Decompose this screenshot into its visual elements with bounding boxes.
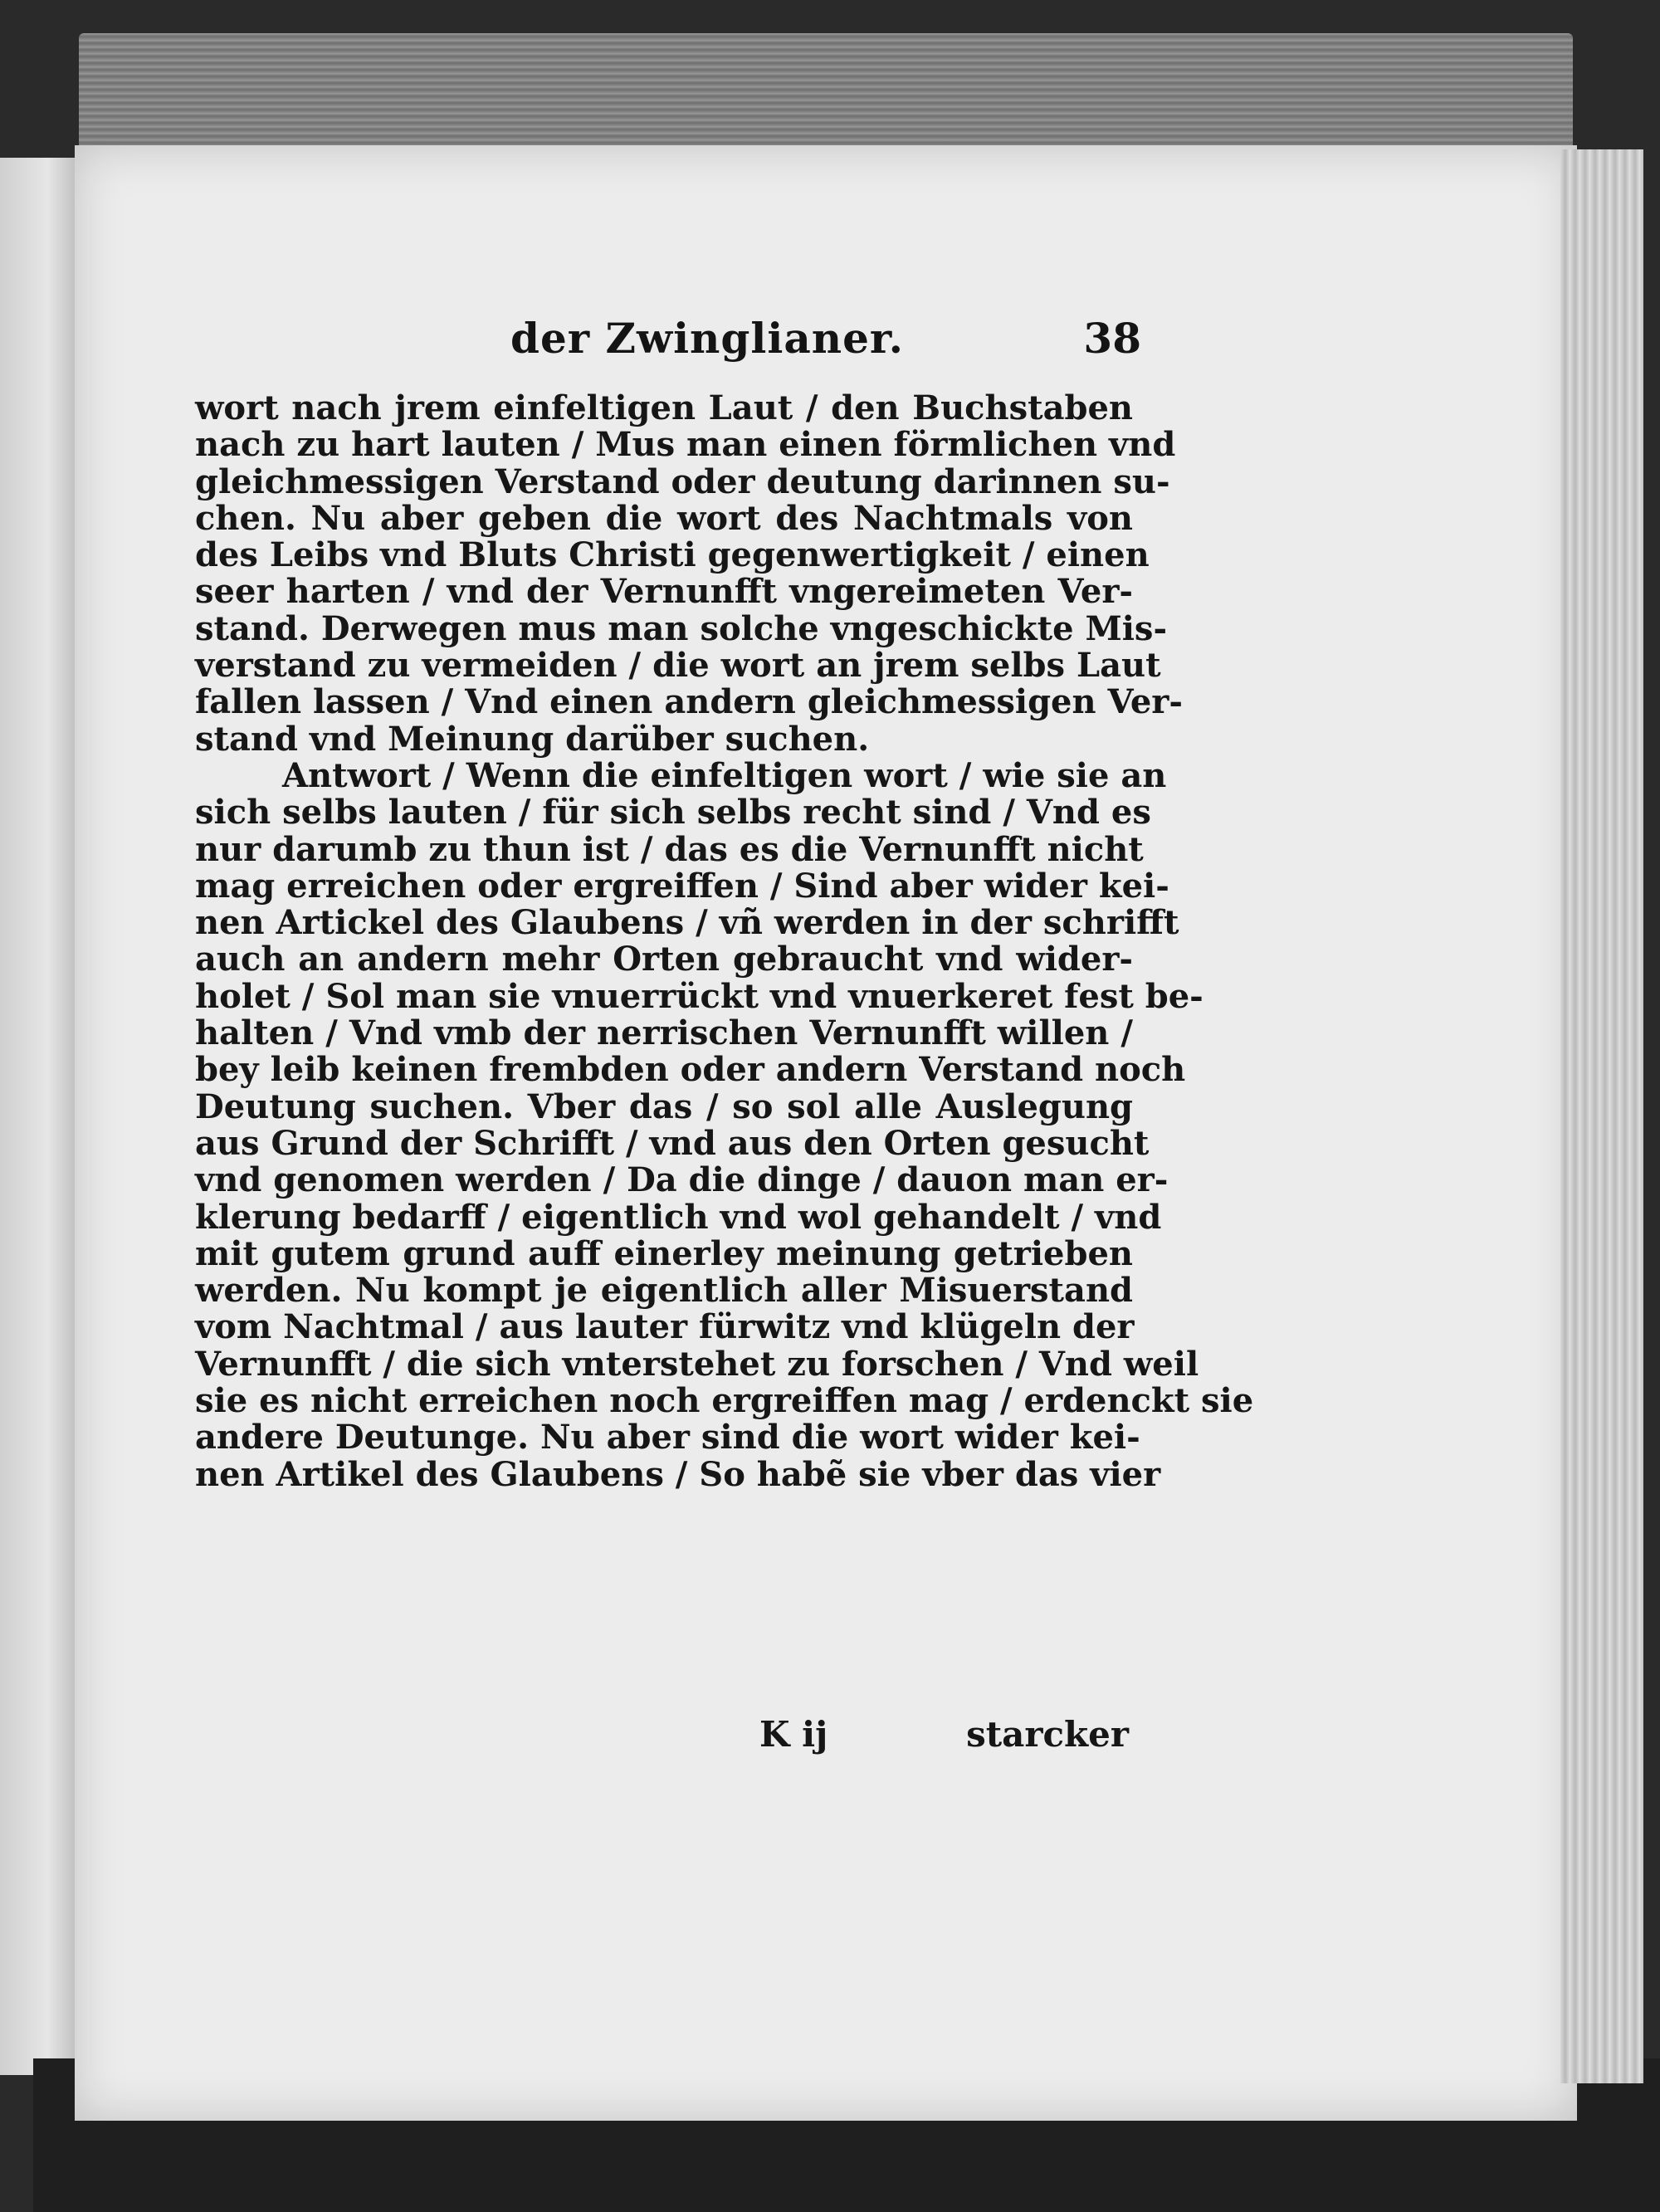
text-line: nen Artickel des Glaubens / vñ werden in der schrifft (195, 903, 1179, 943)
text-line: nen Artikel des Glaubens / So habẽ sie vber das vier (195, 1454, 1161, 1494)
text-line: bey leib keinen frembden oder andern Verstand noch (195, 1050, 1186, 1090)
text-line: Deutung suchen. Vber das / so sol alle Auslegung (195, 1086, 1133, 1126)
text-line: Vernunfft / die sich vnterstehet zu forschen / Vnd weil (195, 1344, 1199, 1384)
text-line: vom Nachtmal / aus lauter fürwitz vnd klügeln der (195, 1307, 1135, 1347)
text-line: nach zu hart lauten / Mus man einen förmlichen vnd (195, 425, 1176, 465)
running-title: der Zwinglianer. (510, 314, 905, 363)
page-number: 38 (1083, 314, 1141, 363)
text-line: sie es nicht erreichen noch ergreiffen mag / erdenckt sie (195, 1381, 1254, 1421)
text-line: klerung bedarff / eigentlich vnd wol gehandelt / vnd (195, 1197, 1162, 1237)
catchword: starcker (966, 1714, 1129, 1755)
text-line: andere Deutunge. Nu aber sind die wort wider kei- (195, 1418, 1140, 1458)
text-line: auch an andern mehr Orten gebraucht vnd wider- (195, 940, 1133, 979)
text-line: werden. Nu kompt je eigentlich aller Misuerstand (195, 1271, 1133, 1311)
body-text (195, 388, 1254, 1494)
text-line: stand vnd Meinung darüber suchen. (195, 719, 870, 759)
text-line: holet / Sol man sie vnuerrückt vnd vnuerkeret fest be- (195, 976, 1204, 1016)
page-block-fore-edge (1560, 149, 1643, 2083)
text-line: wort nach jrem einfeltigen Laut / den Buchstaben (195, 388, 1133, 427)
signature-mark: K ij (759, 1714, 828, 1755)
page-header (510, 314, 1141, 372)
text-line: sich selbs lauten / für sich selbs recht sind / Vnd es (195, 793, 1151, 833)
text-line: stand. Derwegen mus man solche vngeschickte Mis- (195, 608, 1168, 648)
text-line: aus Grund der Schrifft / vnd aus den Orten gesucht (195, 1123, 1150, 1163)
text-line: chen. Nu aber geben die wort des Nachtmals von (195, 498, 1133, 538)
text-line: halten / Vnd vmb der nerrischen Vernunfft willen / (195, 1013, 1133, 1053)
page-footer (747, 1714, 1129, 1764)
left-page-edge (0, 158, 79, 2075)
text-line: vnd genomen werden / Da die dinge / dauon man er- (195, 1160, 1169, 1200)
text-line: nur darumb zu thun ist / das es die Vernunfft nicht (195, 829, 1144, 869)
text-line: gleichmessigen Verstand oder deutung darinnen su- (195, 461, 1170, 501)
text-line: mag erreichen oder ergreiffen / Sind aber wider kei- (195, 866, 1169, 906)
text-line: des Leibs vnd Bluts Christi gegenwertigkeit / einen (195, 535, 1150, 575)
text-line: seer harten / vnd der Vernunfft vngereimeten Ver- (195, 572, 1133, 612)
text-line: verstand zu vermeiden / die wort an jrem selbs Laut (195, 646, 1161, 686)
text-line: Antwort / Wenn die einfeltigen wort / wie sie an (282, 755, 1167, 795)
text-line: mit gutem grund auff einerley meinung getrieben (195, 1233, 1133, 1273)
text-line: fallen lassen / Vnd einen andern gleichmessigen Ver- (195, 682, 1183, 722)
